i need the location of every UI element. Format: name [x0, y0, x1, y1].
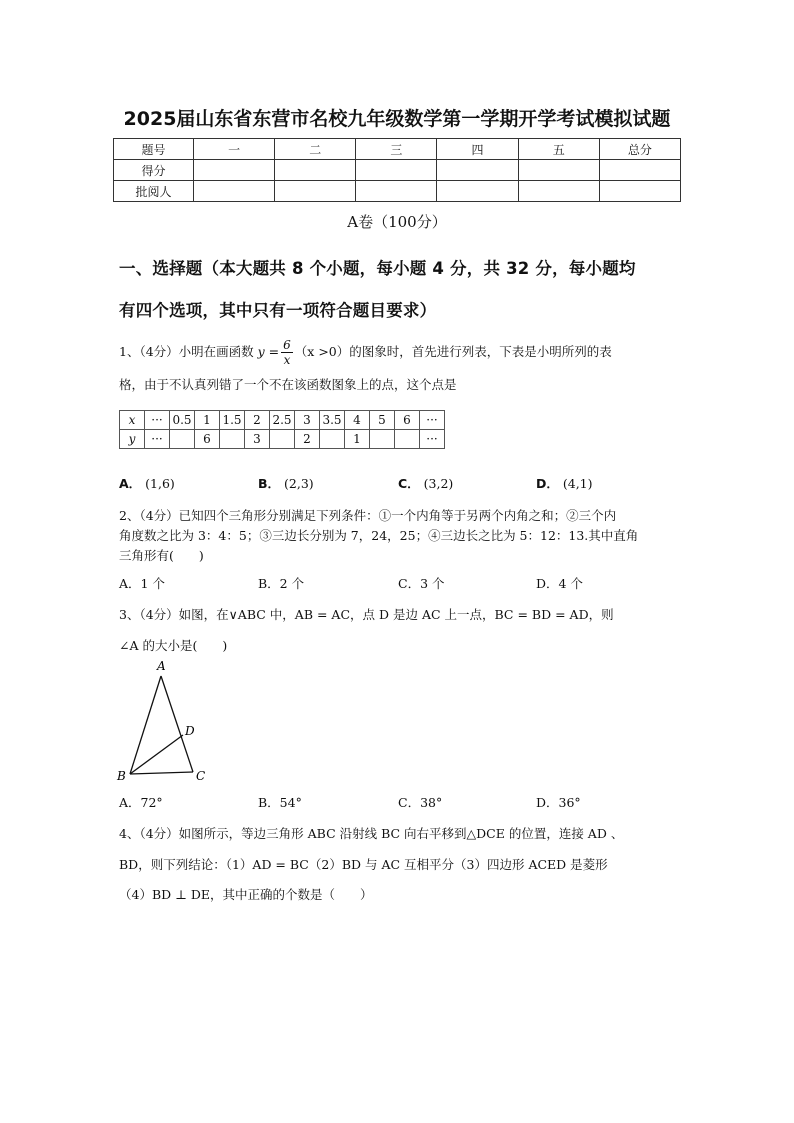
q3-line2: ∠A 的大小是( ): [119, 638, 228, 653]
q1-option-a-letter: A．: [119, 476, 142, 491]
q1-y-cell: y: [120, 430, 145, 449]
q1-x-cell: 3: [295, 411, 320, 430]
q3-option-b[interactable]: B．54°: [258, 795, 302, 810]
grader-cell[interactable]: [275, 181, 356, 202]
score-header-cell: 五: [518, 139, 599, 160]
q3-segment-bd: [130, 735, 183, 774]
q3-label-c: C: [196, 769, 206, 783]
q3-option-d[interactable]: D．36°: [536, 795, 581, 810]
q1-y-cell: 2: [295, 430, 320, 449]
q3-label-b: B: [117, 769, 126, 783]
q3-label-d: D: [185, 724, 195, 738]
q1-x-cell: 2.5: [270, 411, 295, 430]
q4-line3: （4）BD ⊥ DE，其中正确的个数是（ ）: [119, 887, 373, 902]
q1-y-cell: [220, 430, 245, 449]
q1-x-cell: 3.5: [320, 411, 345, 430]
q1-option-c[interactable]: [398, 474, 453, 492]
q3-label-a: A: [157, 659, 166, 673]
q3-line1: 3、（4分）如图，在∨ABC 中，AB = AC，点 D 是边 AC 上一点，BC = BD = AD，则: [119, 607, 614, 622]
score-cell[interactable]: [437, 160, 518, 181]
q1-option-c-text: (3,2): [423, 476, 454, 491]
q1-y-cell: 1: [345, 430, 370, 449]
q1-func-left: y =: [257, 344, 280, 359]
q1-y-cell: [370, 430, 395, 449]
q1-x-cell: 2: [245, 411, 270, 430]
q1-line2: 格，由于不认真列错了一个不在该函数图象上的点，这个点是: [119, 377, 457, 392]
section-heading-line2: 有四个选项，其中只有一项符合题目要求）: [119, 301, 437, 320]
q2-option-c[interactable]: C．3 个: [398, 576, 445, 591]
q4-line2: BD，则下列结论：（1）AD = BC（2）BD 与 AC 互相平分（3）四边形 ACED 是菱形: [119, 857, 608, 872]
q1-x-row: [120, 411, 445, 430]
grader-cell[interactable]: [518, 181, 599, 202]
q1-x-cell: ···: [145, 411, 170, 430]
q2-line2: 角度数之比为 3：4：5；③三边长分别为 7，24，25；④三边长之比为 5：12：13.其中直角: [119, 528, 639, 543]
q1-x-cell: 1: [195, 411, 220, 430]
q1-option-c-letter: C．: [398, 476, 420, 491]
grader-cell[interactable]: [437, 181, 518, 202]
q1-x-cell: x: [120, 411, 145, 430]
q2-option-a[interactable]: A．1 个: [119, 576, 165, 591]
score-header-cell: 一: [194, 139, 275, 160]
score-cell[interactable]: [518, 160, 599, 181]
q1-y-cell: [320, 430, 345, 449]
q1-y-cell: [395, 430, 420, 449]
q1-x-cell: 1.5: [220, 411, 245, 430]
q2-option-b[interactable]: B．2 个: [258, 576, 305, 591]
q2-line3: 三角形有( ): [119, 548, 204, 563]
q1-x-cell: 0.5: [170, 411, 195, 430]
q1-option-a-text: (1,6): [145, 476, 175, 491]
q1-y-row: [120, 430, 445, 449]
q1-y-cell: ···: [420, 430, 445, 449]
score-row: [114, 160, 681, 181]
grader-cell[interactable]: [356, 181, 437, 202]
q3-side-bc: [130, 772, 193, 774]
score-header-cell: 三: [356, 139, 437, 160]
q1-option-b-text: (2,3): [284, 476, 314, 491]
q1-y-cell: [270, 430, 295, 449]
score-table: [113, 138, 681, 202]
q1-fraction: [281, 338, 293, 367]
q1-value-table: [119, 410, 445, 449]
q1-option-d-text: (4,1): [562, 476, 593, 491]
grader-cell[interactable]: [194, 181, 275, 202]
q1-frac-num: 6: [283, 338, 291, 352]
volume-heading: A卷（100分）: [347, 213, 447, 231]
grader-cell[interactable]: [599, 181, 680, 202]
q3-triangle-figure: [115, 656, 215, 786]
q1-x-cell: 5: [370, 411, 395, 430]
q1-y-cell: 3: [245, 430, 270, 449]
score-table-header-row: [114, 139, 681, 160]
q1-option-d[interactable]: [536, 474, 593, 492]
q3-option-a[interactable]: A．72°: [119, 795, 163, 810]
score-row-label: 得分: [114, 160, 194, 181]
q1-x-cell: 4: [345, 411, 370, 430]
grader-row: [114, 181, 681, 202]
score-header-cell: 总分: [599, 139, 680, 160]
score-header-cell: 四: [437, 139, 518, 160]
score-header-cell: 二: [275, 139, 356, 160]
q1-line1: [119, 334, 679, 370]
q1-y-cell: 6: [195, 430, 220, 449]
q3-side-ab: [130, 676, 161, 774]
q2-line1: 2、（4分）已知四个三角形分别满足下列条件：①一个内角等于另两个内角之和；②三个内: [119, 508, 617, 523]
q1-option-d-letter: D．: [536, 476, 559, 491]
score-cell[interactable]: [275, 160, 356, 181]
q2-option-d[interactable]: D．4 个: [536, 576, 583, 591]
q1-y-cell: ···: [145, 430, 170, 449]
exam-title: 2025届山东省东营市名校九年级数学第一学期开学考试模拟试题: [123, 108, 671, 130]
q1-option-a[interactable]: [119, 474, 175, 492]
q1-option-b[interactable]: [258, 474, 314, 492]
q1-prefix: 1、（4分）小明在画函数: [119, 344, 254, 359]
score-header-cell: 题号: [114, 139, 194, 160]
q1-option-b-letter: B．: [258, 476, 281, 491]
q4-line1: 4、（4分）如图所示，等边三角形 ABC 沿射线 BC 向右平移到△DCE 的位置，连接 AD 、: [119, 826, 624, 841]
q1-x-cell: 6: [395, 411, 420, 430]
q1-y-cell: [170, 430, 195, 449]
grader-row-label: 批阅人: [114, 181, 194, 202]
q3-option-c[interactable]: C．38°: [398, 795, 443, 810]
q1-condition: （x >0）的图象时，首先进行列表，下表是小明所列的表: [294, 344, 612, 359]
score-cell[interactable]: [356, 160, 437, 181]
q1-x-cell: ···: [420, 411, 445, 430]
score-cell[interactable]: [599, 160, 680, 181]
section-heading-line1: 一、选择题（本大题共 8 个小题，每小题 4 分，共 32 分，每小题均: [119, 259, 636, 278]
q1-frac-den: x: [283, 353, 291, 367]
score-cell[interactable]: [194, 160, 275, 181]
